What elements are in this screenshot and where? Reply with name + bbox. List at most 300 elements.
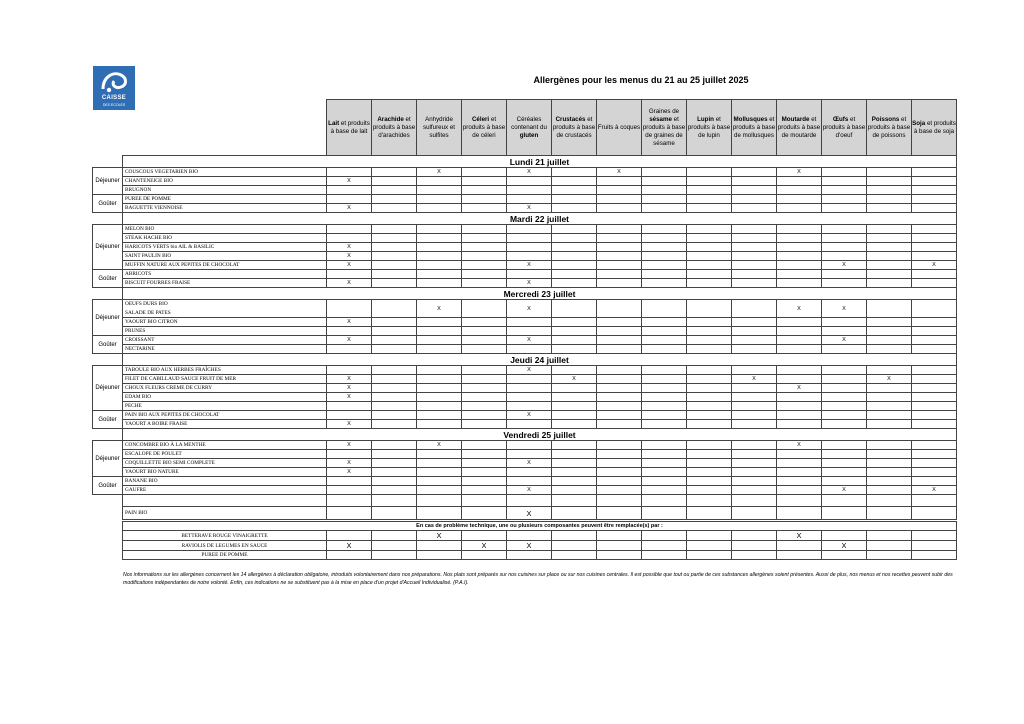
allergen-name: Lupin: [697, 115, 714, 123]
allergen-cell: [552, 186, 597, 195]
allergen-cell: [642, 459, 687, 468]
allergen-cell: [462, 411, 507, 420]
allergen-cell: [552, 468, 597, 477]
allergen-cell: [642, 420, 687, 429]
dish-name: [123, 420, 327, 429]
allergen-cell: [687, 375, 732, 384]
allergen-cell: [597, 468, 642, 477]
allergen-cell: [642, 551, 687, 560]
allergen-cell: [687, 204, 732, 213]
substitute-dish: [123, 551, 327, 560]
dish-name: [123, 450, 327, 459]
row-spacer: [93, 495, 123, 507]
allergen-name: Arachide: [377, 115, 404, 123]
allergen-cell: [507, 420, 552, 429]
dish-name: [123, 459, 327, 468]
dish-text: MELON BIO: [125, 226, 155, 232]
allergen-cell: [687, 234, 732, 243]
allergen-cell: [867, 420, 912, 429]
allergen-mark: X: [842, 487, 846, 493]
allergen-desc: et produits à base de soja: [913, 119, 956, 135]
dish-text: CHANTENEIGE BIO: [125, 178, 173, 184]
allergen-cell: [732, 507, 777, 520]
allergen-cell: [912, 541, 957, 551]
allergen-cell: [507, 261, 552, 270]
allergen-cell: [327, 402, 372, 411]
allergen-cell: [327, 384, 372, 393]
dish-name: [123, 402, 327, 411]
allergen-cell: [822, 393, 867, 402]
allergen-mark: X: [437, 442, 441, 448]
allergen-cell: [327, 495, 372, 507]
allergen-cell: [597, 318, 642, 327]
allergen-name: sésame: [649, 115, 672, 123]
allergen-cell: [867, 375, 912, 384]
allergen-cell: [417, 177, 462, 186]
allergen-cell: [597, 366, 642, 375]
allergen-cell: [372, 441, 417, 450]
allergen-mark: X: [481, 541, 487, 550]
dish-text: ESCALOPE DE POULET: [125, 451, 182, 457]
dish-name: [123, 411, 327, 420]
allergen-cell: [912, 402, 957, 411]
allergen-cell: [822, 225, 867, 234]
allergen-cell: [552, 402, 597, 411]
dish-text: CROISSANT: [125, 337, 155, 343]
allergen-cell: [372, 420, 417, 429]
allergen-mark: X: [526, 508, 532, 518]
allergen-cell: [867, 234, 912, 243]
allergen-cell: [597, 204, 642, 213]
dish-line: OEUFS DURS BIO: [125, 301, 168, 307]
allergen-cell: [462, 450, 507, 459]
dish-line: SALADE DE PATES: [125, 309, 171, 316]
allergen-cell: [417, 459, 462, 468]
allergen-cell: [732, 531, 777, 541]
allergen-cell: [912, 204, 957, 213]
allergen-cell: [822, 234, 867, 243]
allergen-cell: [507, 225, 552, 234]
allergen-table: [92, 99, 957, 520]
allergen-cell: [597, 531, 642, 541]
allergen-cell: [732, 450, 777, 459]
allergen-cell: [867, 327, 912, 336]
allergen-cell: [822, 270, 867, 279]
allergen-cell: [912, 507, 957, 520]
allergen-cell: [642, 486, 687, 495]
allergen-cell: [912, 441, 957, 450]
allergen-cell: [507, 441, 552, 450]
allergen-cell: [462, 279, 507, 288]
allergen-desc: Anhydride sulfureux et sulfites: [423, 115, 455, 139]
allergen-mark: X: [347, 253, 351, 259]
allergen-cell: [642, 477, 687, 486]
allergen-mark: X: [796, 531, 802, 540]
allergen-cell: [462, 243, 507, 252]
allergen-mark: X: [932, 487, 936, 493]
allergen-cell: [642, 186, 687, 195]
allergen-cell: [507, 411, 552, 420]
allergen-mark: X: [797, 169, 801, 175]
dish-name: [123, 468, 327, 477]
allergen-cell: [327, 459, 372, 468]
allergen-cell: [417, 336, 462, 345]
allergen-cell: [552, 195, 597, 204]
allergen-cell: [642, 345, 687, 354]
dish-name: [123, 234, 327, 243]
allergen-header: [552, 100, 597, 156]
allergen-cell: [552, 366, 597, 375]
allergen-cell: [417, 411, 462, 420]
allergen-cell: [912, 366, 957, 375]
allergen-cell: [462, 495, 507, 507]
allergen-cell: [687, 411, 732, 420]
allergen-cell: [777, 234, 822, 243]
allergen-cell: [822, 300, 867, 318]
dish-name: [123, 327, 327, 336]
dish-text: NECTARINE: [125, 346, 155, 352]
allergen-cell: [867, 551, 912, 560]
allergen-cell: [822, 375, 867, 384]
allergen-cell: [912, 234, 957, 243]
allergen-cell: [462, 345, 507, 354]
dish-name: [123, 441, 327, 450]
allergen-cell: [867, 450, 912, 459]
allergen-cell: [507, 507, 552, 520]
allergen-cell: [687, 300, 732, 318]
allergen-cell: [642, 375, 687, 384]
allergen-cell: [822, 420, 867, 429]
substitute-dish: [123, 541, 327, 551]
allergen-cell: [642, 195, 687, 204]
allergen-cell: [327, 531, 372, 541]
allergen-mark: X: [347, 244, 351, 250]
allergen-cell: [552, 551, 597, 560]
allergen-cell: [912, 345, 957, 354]
allergen-cell: [507, 486, 552, 495]
allergen-cell: [552, 384, 597, 393]
allergen-cell: [417, 270, 462, 279]
allergen-cell: [777, 243, 822, 252]
allergen-name: Céleri: [471, 115, 490, 123]
page-title: Allergènes pour les menus du 21 au 25 juillet 2025: [533, 75, 749, 85]
allergen-cell: [462, 168, 507, 177]
allergen-cell: [687, 186, 732, 195]
allergen-cell: [822, 468, 867, 477]
allergen-cell: [372, 225, 417, 234]
allergen-cell: [507, 270, 552, 279]
allergen-cell: [507, 375, 552, 384]
dish-text: BISCUIT FOURRES FRAISE: [125, 280, 191, 286]
allergen-cell: [822, 507, 867, 520]
allergen-cell: [507, 186, 552, 195]
allergen-cell: [417, 477, 462, 486]
allergen-cell: [867, 459, 912, 468]
allergen-cell: [552, 270, 597, 279]
allergen-cell: [732, 243, 777, 252]
allergen-cell: [327, 393, 372, 402]
allergen-cell: [642, 234, 687, 243]
allergen-cell: [552, 243, 597, 252]
allergen-cell: [642, 411, 687, 420]
allergen-cell: [867, 495, 912, 507]
allergen-cell: [327, 507, 372, 520]
row-spacer: [93, 507, 123, 520]
allergen-cell: [822, 441, 867, 450]
allergen-cell: [777, 420, 822, 429]
allergen-cell: [462, 261, 507, 270]
allergen-cell: [822, 327, 867, 336]
allergen-cell: [777, 402, 822, 411]
allergen-cell: [732, 204, 777, 213]
allergen-cell: [552, 459, 597, 468]
allergen-cell: [777, 327, 822, 336]
allergen-mark: X: [527, 305, 531, 312]
allergen-cell: [687, 327, 732, 336]
allergen-cell: [552, 477, 597, 486]
allergen-cell: [327, 477, 372, 486]
allergen-cell: [777, 168, 822, 177]
allergen-cell: [507, 468, 552, 477]
allergen-cell: [642, 531, 687, 541]
allergen-cell: [642, 327, 687, 336]
allergen-header: [687, 100, 732, 156]
allergen-cell: [462, 468, 507, 477]
allergen-cell: [327, 420, 372, 429]
dish-name: [123, 195, 327, 204]
allergen-mark: X: [527, 460, 531, 466]
allergen-mark: X: [347, 178, 351, 184]
allergen-header: [822, 100, 867, 156]
allergen-cell: [822, 495, 867, 507]
allergen-cell: [327, 204, 372, 213]
allergen-cell: [507, 459, 552, 468]
dish-name: [123, 384, 327, 393]
allergen-mark: X: [347, 280, 351, 286]
allergen-cell: [687, 541, 732, 551]
allergen-cell: [687, 420, 732, 429]
allergen-cell: [507, 195, 552, 204]
allergen-cell: [552, 300, 597, 318]
allergen-cell: [372, 186, 417, 195]
allergen-cell: [642, 441, 687, 450]
allergen-desc: Fruits à coques: [597, 123, 641, 131]
day-spacer: [93, 288, 123, 300]
allergen-name: Œufs: [832, 115, 849, 123]
allergen-cell: [687, 402, 732, 411]
allergen-cell: [642, 495, 687, 507]
allergen-cell: [732, 477, 777, 486]
day-spacer: [93, 354, 123, 366]
allergen-mark: X: [347, 385, 351, 391]
allergen-cell: [417, 375, 462, 384]
allergen-cell: [327, 366, 372, 375]
allergen-cell: [597, 495, 642, 507]
allergen-cell: [732, 345, 777, 354]
allergen-cell: [327, 195, 372, 204]
allergen-cell: [507, 541, 552, 551]
allergen-cell: [777, 186, 822, 195]
allergen-cell: [867, 252, 912, 261]
allergen-cell: [597, 384, 642, 393]
dish-name: [123, 225, 327, 234]
allergen-cell: [777, 300, 822, 318]
allergen-cell: [462, 336, 507, 345]
allergen-cell: [507, 168, 552, 177]
allergen-cell: [642, 243, 687, 252]
allergen-cell: [507, 234, 552, 243]
allergen-cell: [867, 279, 912, 288]
dish-text: BRUGNON: [125, 187, 152, 193]
allergen-cell: [327, 411, 372, 420]
allergen-cell: [822, 486, 867, 495]
allergen-cell: [732, 252, 777, 261]
day-spacer: [93, 213, 123, 225]
day-header: Vendredi 25 juillet: [123, 429, 957, 441]
allergen-cell: [417, 252, 462, 261]
meal-label: Goûter: [93, 336, 123, 354]
allergen-cell: [642, 393, 687, 402]
allergen-cell: [462, 366, 507, 375]
allergen-cell: [417, 541, 462, 551]
allergen-cell: [597, 345, 642, 354]
dish-text: FILET DE CABILLAUD SAUCE FRUIT DE MER: [125, 376, 237, 382]
allergen-cell: [687, 168, 732, 177]
allergen-mark: X: [526, 541, 532, 550]
allergen-cell: [687, 279, 732, 288]
allergen-header: [642, 100, 687, 156]
dish-name: [123, 477, 327, 486]
allergen-cell: [867, 477, 912, 486]
allergen-desc: et produits à base de lait: [330, 119, 370, 135]
allergen-cell: [732, 541, 777, 551]
allergen-cell: [777, 459, 822, 468]
allergen-cell: [462, 459, 507, 468]
allergen-cell: [912, 384, 957, 393]
allergen-cell: [687, 495, 732, 507]
meal-label: Goûter: [93, 270, 123, 288]
allergen-cell: [732, 270, 777, 279]
allergen-cell: [507, 345, 552, 354]
meal-label: Déjeuner: [93, 168, 123, 195]
allergen-header: [507, 100, 552, 156]
allergen-cell: [327, 261, 372, 270]
allergen-cell: [732, 393, 777, 402]
allergen-cell: [327, 541, 372, 551]
allergen-cell: [417, 195, 462, 204]
allergen-cell: [687, 243, 732, 252]
dish-name: [123, 261, 327, 270]
dish-name: [123, 204, 327, 213]
allergen-cell: [417, 318, 462, 327]
dish-text: RAVIOLIS DE LEGUMES EN SAUCE: [181, 542, 268, 549]
dish-text: CHOUX FLEURS CREME DE CURRY: [125, 385, 213, 391]
allergen-cell: [372, 327, 417, 336]
allergen-cell: [597, 459, 642, 468]
allergen-cell: [552, 252, 597, 261]
allergen-cell: [642, 270, 687, 279]
allergen-cell: [867, 270, 912, 279]
dish-text: BANANE BIO: [125, 478, 158, 484]
allergen-cell: [867, 402, 912, 411]
allergen-cell: [732, 468, 777, 477]
allergen-cell: [417, 327, 462, 336]
dish-name: [123, 300, 327, 318]
allergen-cell: [327, 441, 372, 450]
allergen-cell: [867, 345, 912, 354]
allergen-cell: [597, 402, 642, 411]
allergen-cell: [597, 411, 642, 420]
allergen-cell: [867, 204, 912, 213]
allergen-cell: [372, 486, 417, 495]
allergen-cell: [642, 261, 687, 270]
allergen-cell: [732, 459, 777, 468]
allergen-cell: [777, 531, 822, 541]
allergen-cell: [462, 318, 507, 327]
allergen-cell: [822, 204, 867, 213]
allergen-cell: [822, 477, 867, 486]
dish-text: YAOURT BIO NATURE: [125, 469, 179, 475]
allergen-cell: [642, 204, 687, 213]
dish-text: PAIN BIO AUX PEPITES DE CHOCOLAT: [125, 412, 220, 418]
allergen-cell: [777, 318, 822, 327]
allergen-cell: [822, 366, 867, 375]
allergen-cell: [507, 366, 552, 375]
allergen-cell: [732, 420, 777, 429]
dish-text: BETTERAVE ROUGE VINAIGRETTE: [181, 532, 268, 539]
allergen-cell: [732, 441, 777, 450]
allergen-cell: [822, 168, 867, 177]
allergen-desc: et produits à base d'arachides: [372, 115, 416, 139]
dish-name: [123, 279, 327, 288]
allergen-cell: [777, 393, 822, 402]
dish-text: TABOULE BIO AUX HERBES FRAÎCHES: [125, 367, 221, 373]
dish-text: EDAM BIO: [125, 394, 152, 400]
allergen-cell: [732, 366, 777, 375]
allergen-name: Soja: [912, 119, 926, 127]
allergen-cell: [327, 279, 372, 288]
allergen-desc: et produits à base de céleri: [462, 115, 506, 139]
allergen-cell: [687, 486, 732, 495]
dish-name: [123, 507, 327, 520]
allergen-cell: [597, 327, 642, 336]
allergen-cell: [912, 270, 957, 279]
allergen-cell: [642, 252, 687, 261]
allergen-cell: [777, 279, 822, 288]
allergen-cell: [867, 541, 912, 551]
dish-text: MUFFIN NATURE AUX PEPITES DE CHOCOLAT: [125, 262, 240, 268]
allergen-cell: [687, 261, 732, 270]
allergen-cell: [687, 441, 732, 450]
allergen-header: [732, 100, 777, 156]
allergen-mark: X: [617, 169, 621, 175]
allergen-cell: [732, 195, 777, 204]
allergen-cell: [372, 393, 417, 402]
allergen-cell: [912, 477, 957, 486]
allergen-mark: X: [932, 262, 936, 268]
allergen-cell: [417, 507, 462, 520]
meal-label: Déjeuner: [93, 366, 123, 411]
allergen-cell: [372, 384, 417, 393]
allergen-cell: [912, 459, 957, 468]
allergen-cell: [552, 441, 597, 450]
allergen-cell: [552, 507, 597, 520]
allergen-cell: [912, 225, 957, 234]
dish-name: [123, 336, 327, 345]
allergen-cell: [912, 468, 957, 477]
allergen-cell: [597, 477, 642, 486]
allergen-cell: [372, 411, 417, 420]
